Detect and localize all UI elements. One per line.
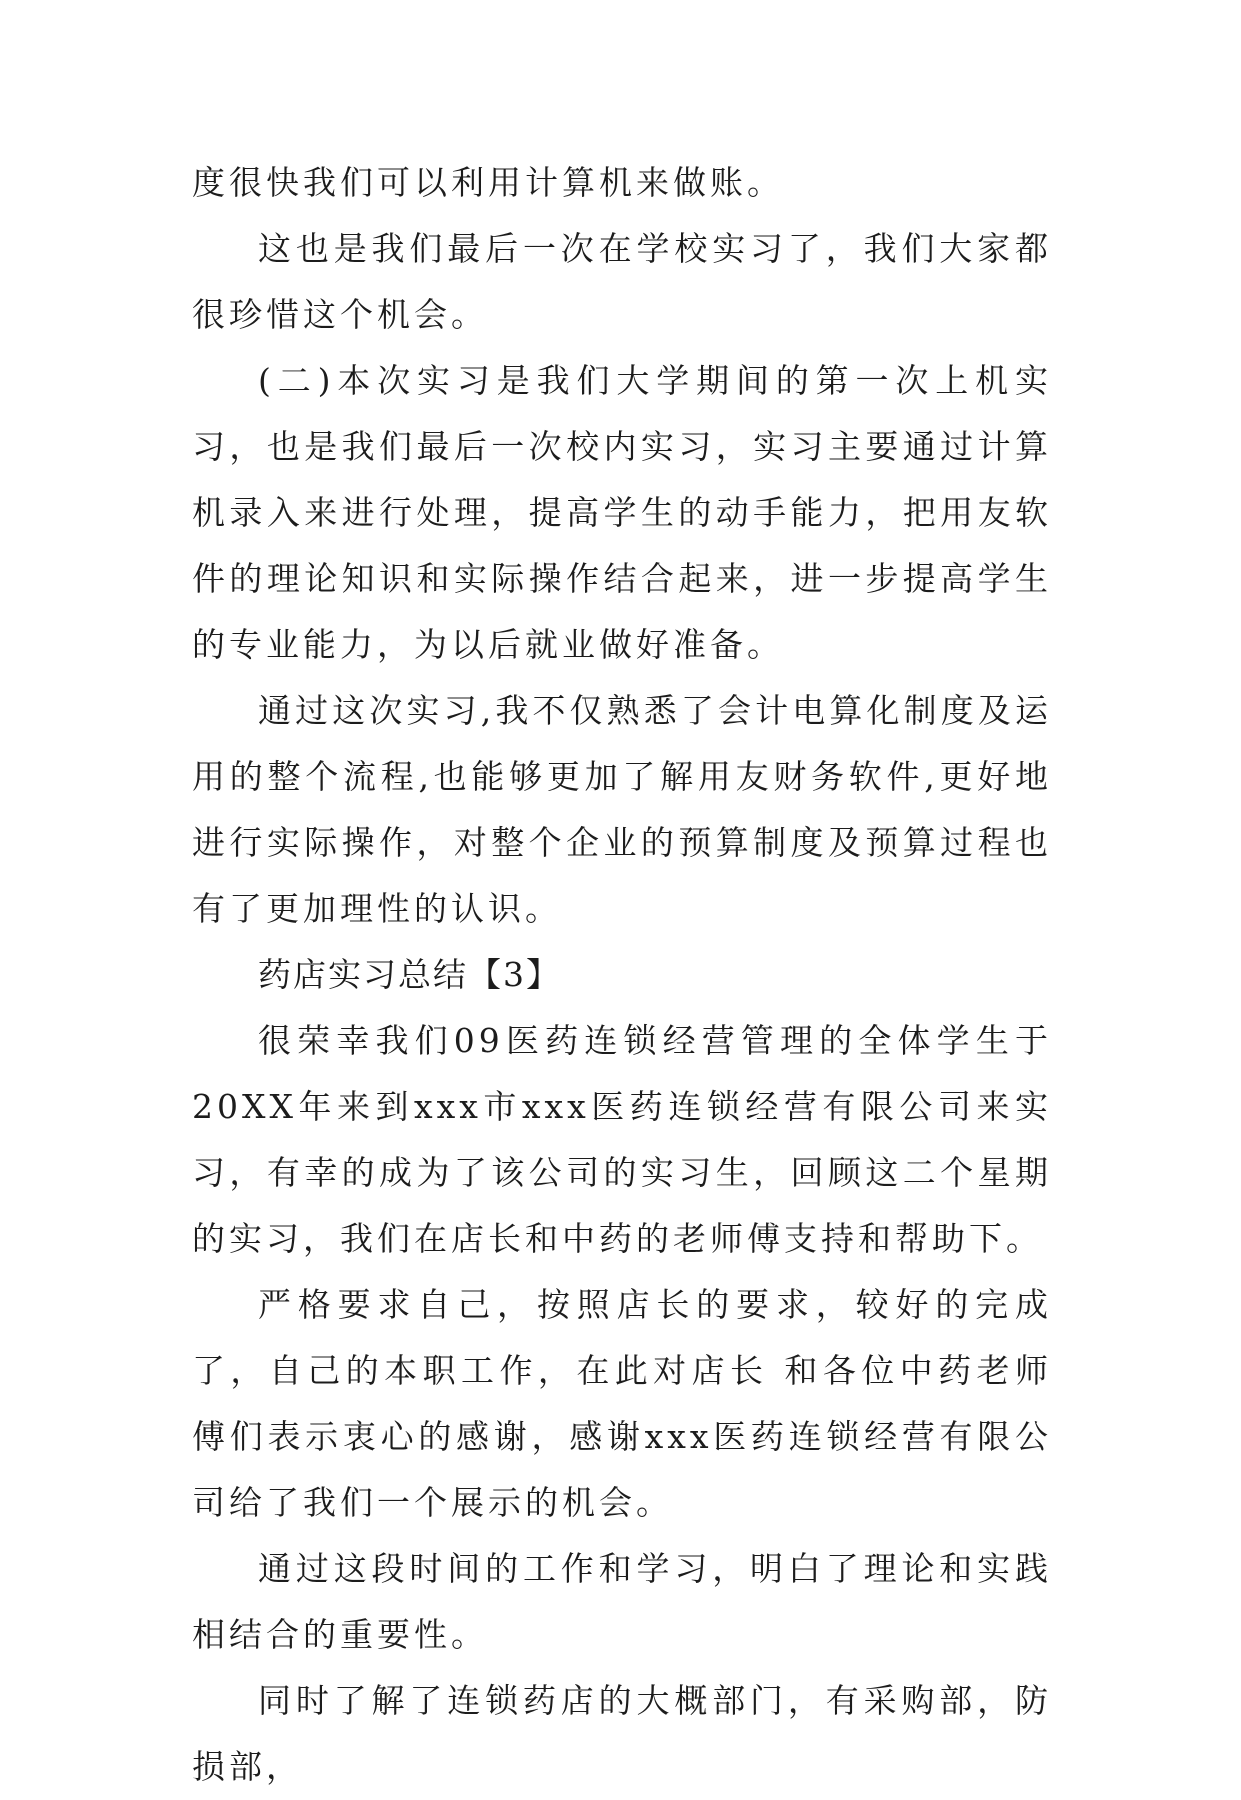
paragraph-pharmacy-intro: 很荣幸我们09医药连锁经营管理的全体学生于20XX年来到xxx市xxx医药连锁经营有限公司来实习，有幸的成为了该公司的实习生，回顾这二个星期的实习，我们在店长和中药的老师傅支持和帮助下。	[192, 1021, 1052, 1258]
paragraph-continuation: 度很快我们可以利用计算机来做账。	[192, 163, 784, 202]
paragraph-departments: 同时了解了连锁药店的大概部门，有采购部，防损部，	[192, 1681, 1052, 1786]
document-body	[192, 150, 1052, 1800]
paragraph-internship-gains: 通过这次实习,我不仅熟悉了会计电算化制度及运用的整个流程,也能够更加了解用友财务软件,更好地进行实际操作，对整个企业的预算制度及预算过程也有了更加理性的认识。	[192, 691, 1052, 928]
paragraph-gratitude: 严格要求自己，按照店长的要求，较好的完成了，自己的本职工作，在此对店长 和各位中药老师傅们表示衷心的感谢，感谢xxx医药连锁经营有限公司给了我们一个展示的机会。	[192, 1285, 1052, 1522]
section-heading: 药店实习总结【3】	[258, 955, 561, 994]
paragraph-section-two: (二)本次实习是我们大学期间的第一次上机实习，也是我们最后一次校内实习，实习主要通过计算机录入来进行处理，提高学生的动手能力，把用友软件的理论知识和实际操作结合起来，进一步提高学生的专业能力，为以后就业做好准备。	[192, 361, 1052, 664]
paragraph-last-school-internship: 这也是我们最后一次在学校实习了，我们大家都很珍惜这个机会。	[192, 229, 1052, 334]
paragraph-theory-practice: 通过这段时间的工作和学习，明白了理论和实践相结合的重要性。	[192, 1549, 1052, 1654]
